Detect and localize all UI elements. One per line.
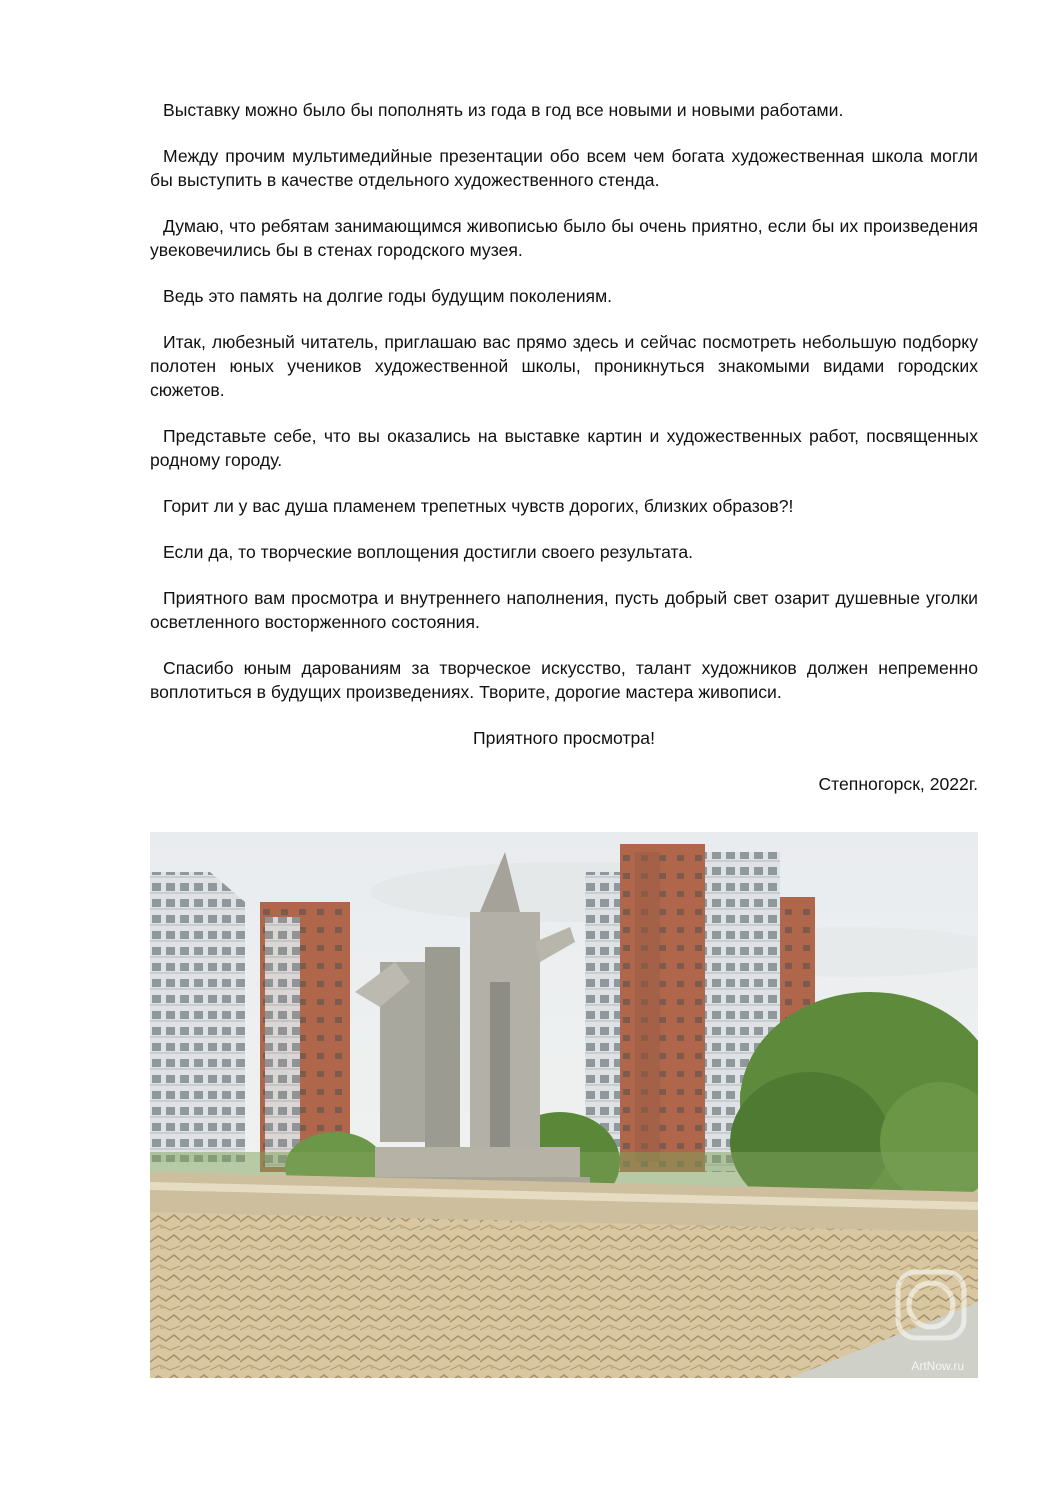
watercolor-painting [150,832,978,1378]
paragraph: Если да, то творческие воплощения достигли своего результата. [163,542,694,562]
paragraph: Представьте себе, что вы оказались на выставке картин и художественных работ, посвященных родному городу. [150,426,978,470]
painting-illustration [150,832,978,1378]
paragraph: Ведь это память на долгие годы будущим поколениям. [163,286,613,306]
building-left-white [150,872,245,1162]
paragraph: Горит ли у вас душа пламенем трепетных чувств дорогих, близких образов?! [163,496,794,516]
paragraph: Думаю, что ребятам занимающимся живописью было бы очень приятно, если бы их произведения увековечились бы в стенах городского музея. [150,216,978,260]
signature: Степногорск, 2022г. [818,774,978,794]
paragraph: Выставку можно было бы пополнять из года в год все новыми и новыми работами. [163,100,844,120]
building-right-brick [620,844,705,1172]
paragraph: Между прочим мультимедийные презентации обо всем чем богата художественная школа могли бы выступить в качестве отдельного художественного стенда. [150,146,978,190]
paragraph: Итак, любезный читатель, приглашаю вас прямо здесь и сейчас посмотреть небольшую подборку полотен юных учеников художественной школы, проникнуться знакомыми видами городских сюжетов. [150,332,978,400]
closing-line: Приятного просмотра! [473,728,655,748]
body-text [150,98,978,818]
paragraph: Приятного вам просмотра и внутреннего наполнения, пусть добрый свет озарит душевные уголки осветленного восторженного состояния. [150,588,978,632]
watermark-text: ArtNow.ru [911,1359,964,1373]
paragraph: Спасибо юным дарованиям за творческое искусство, талант художников должен непременно воплотиться в будущих произведениях. Творите, дорогие мастера живописи. [150,658,978,702]
